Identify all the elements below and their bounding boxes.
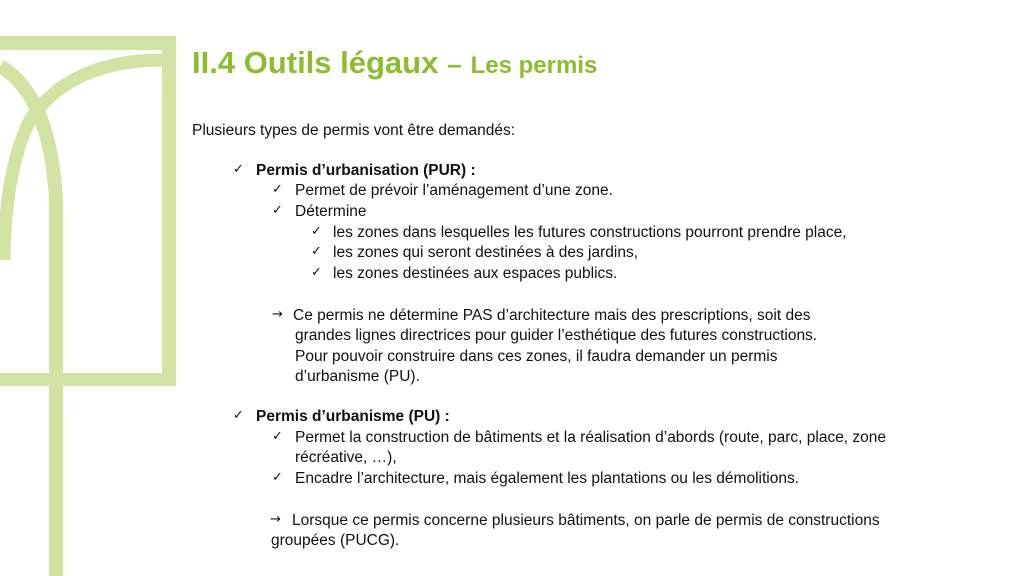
title-main: II.4 Outils légaux: [192, 45, 439, 80]
deco-right-bar: [162, 36, 176, 386]
check-icon: ✓: [272, 203, 283, 218]
deco-top-bar: [0, 36, 176, 50]
pur-heading: Permis d’urbanisation (PUR) :: [256, 162, 476, 179]
check-icon: ✓: [272, 182, 283, 197]
pur-subitem-2: les zones qui seront destinées à des jardins,: [333, 244, 639, 261]
check-icon: ✓: [233, 408, 244, 423]
pu-heading: Permis d’urbanisme (PU) :: [256, 408, 450, 425]
deco-bottom-bar: [0, 373, 176, 386]
pur-note-line-1: Ce permis ne détermine PAS d’architecture mais des prescriptions, soit des: [293, 307, 811, 324]
pur-note-line-4: d’urbanisme (PU).: [295, 368, 420, 385]
check-icon: ✓: [311, 244, 322, 259]
check-icon: ✓: [311, 265, 322, 280]
pur-subitem-1: les zones dans lesquelles les futures constructions pourront prendre place,: [333, 224, 847, 241]
intro-text: Plusieurs types de permis vont être demandés:: [192, 122, 516, 139]
pur-item-2: Détermine: [295, 203, 367, 220]
decorative-leaf-graphic: [0, 0, 180, 576]
check-icon: ✓: [311, 224, 322, 239]
pu-note-line-1: Lorsque ce permis concerne plusieurs bâtiments, on parle de permis de constructions: [292, 512, 880, 529]
pu-note-line-2: groupées (PUCG).: [271, 532, 400, 549]
check-icon: ✓: [272, 429, 283, 444]
pu-item-2: Encadre l’architecture, mais également les plantations ou les démolitions.: [295, 470, 800, 487]
pur-subitem-3: les zones destinées aux espaces publics.: [333, 265, 618, 282]
check-icon: ✓: [233, 162, 244, 177]
deco-stem: [0, 66, 56, 576]
pu-item-1-line-1: Permet la construction de bâtiments et la réalisation d’abords (route, parc, place, zone: [295, 429, 887, 446]
title-subtitle: Les permis: [470, 52, 598, 79]
pur-item-1: Permet de prévoir l’aménagement d’une zone.: [295, 182, 613, 199]
arrow-right-icon: →: [270, 512, 281, 527]
arrow-right-icon: →: [272, 307, 283, 322]
page-title: [192, 44, 597, 81]
pu-item-1-line-2: récréative, …),: [295, 449, 397, 466]
pur-note-line-2: grandes lignes directrices pour guider l’esthétique des futures constructions.: [295, 327, 818, 344]
title-dash: –: [447, 49, 462, 79]
pur-note-line-3: Pour pouvoir construire dans ces zones, il faudra demander un permis: [295, 348, 778, 365]
check-icon: ✓: [272, 470, 283, 485]
